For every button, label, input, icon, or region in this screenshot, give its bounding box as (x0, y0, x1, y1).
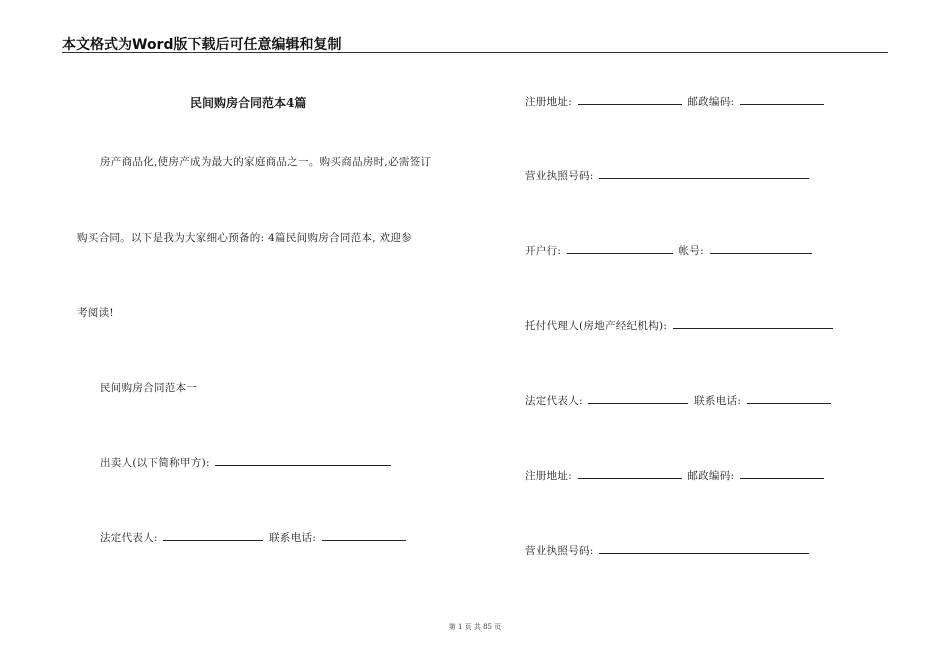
right-bank-blank[interactable] (567, 243, 673, 254)
seller-blank[interactable] (215, 455, 391, 466)
right-postcode-blank[interactable] (740, 94, 824, 105)
right-license-blank[interactable] (599, 168, 809, 179)
right-address2-blank[interactable] (578, 468, 682, 479)
header-divider (62, 52, 888, 53)
intro-line-1: 房产商品化,使房产成为最大的家庭商品之一。购买商品房时,必需签订 (100, 156, 432, 168)
right-phone-blank[interactable] (747, 393, 831, 404)
intro-line-2: 购买合同。以下是我为大家细心预备的: 4篇民间购房合同范本, 欢迎参 (77, 232, 412, 244)
document-header: 本文格式为Word版下载后可任意编辑和复制 (62, 37, 342, 53)
right-legal-rep-row (525, 393, 833, 408)
right-agent-label: 托付代理人(房地产经纪机构): (525, 320, 668, 332)
right-address-label: 注册地址: (525, 96, 573, 108)
right-postcode-label: 邮政编码: (687, 96, 735, 108)
right-bank-row (525, 243, 814, 258)
intro-line-3: 考阅读! (77, 307, 114, 319)
document-title: 民间购房合同范本4篇 (190, 96, 307, 110)
right-address-blank[interactable] (578, 94, 682, 105)
right-address2-row (525, 468, 826, 483)
right-address2-label: 注册地址: (525, 470, 573, 482)
right-agent-row (525, 318, 835, 333)
section-heading: 民间购房合同范本一 (100, 382, 198, 394)
right-license-label: 营业执照号码: (525, 170, 594, 182)
right-license-row (525, 168, 811, 183)
page-footer: 第 1 页 共 85 页 (448, 623, 502, 631)
left-legal-rep-row (100, 530, 408, 545)
right-legal-rep-label: 法定代表人: (525, 395, 583, 407)
right-phone-label: 联系电话: (694, 395, 742, 407)
left-phone-label: 联系电话: (269, 532, 317, 544)
right-license2-label: 营业执照号码: (525, 545, 594, 557)
right-legal-rep-blank[interactable] (588, 393, 688, 404)
right-postcode2-label: 邮政编码: (687, 470, 735, 482)
right-address-row (525, 94, 826, 109)
right-license2-row (525, 543, 811, 558)
seller-label: 出卖人(以下简称甲方): (100, 457, 210, 469)
left-phone-blank[interactable] (322, 530, 406, 541)
seller-row (100, 455, 393, 470)
right-postcode2-blank[interactable] (740, 468, 824, 479)
left-legal-rep-label: 法定代表人: (100, 532, 158, 544)
right-account-label: 帐号: (678, 245, 704, 257)
right-license2-blank[interactable] (599, 543, 809, 554)
right-account-blank[interactable] (710, 243, 812, 254)
left-legal-rep-blank[interactable] (163, 530, 263, 541)
right-agent-blank[interactable] (673, 318, 833, 329)
right-bank-label: 开户行: (525, 245, 562, 257)
